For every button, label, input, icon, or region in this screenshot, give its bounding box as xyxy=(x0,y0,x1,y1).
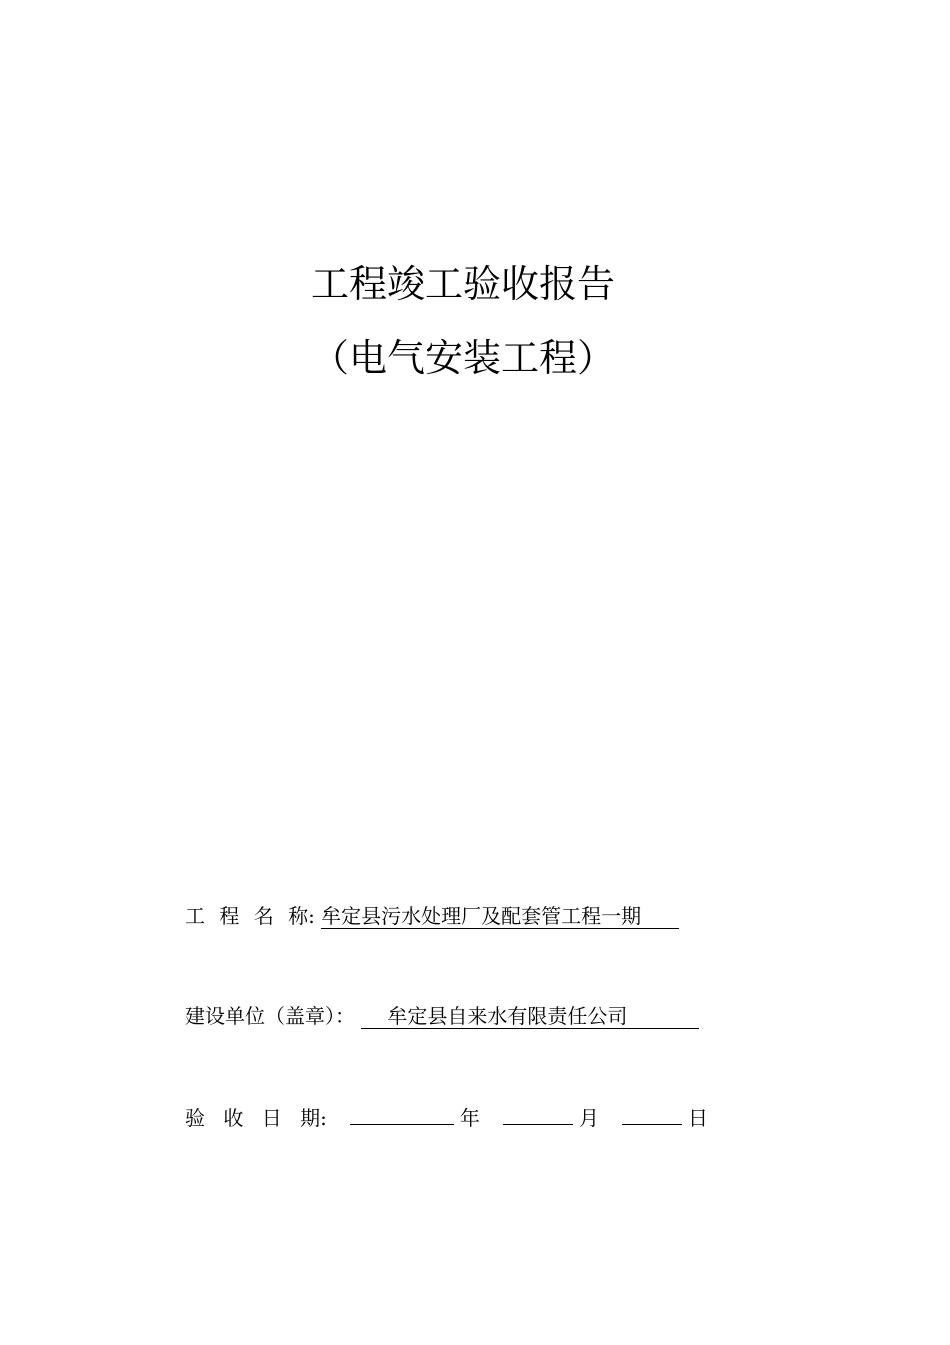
builder-row xyxy=(185,1003,699,1029)
month-blank xyxy=(503,1104,573,1125)
builder-label: 建设单位（盖章）： xyxy=(185,1004,355,1028)
day-blank xyxy=(622,1104,682,1125)
report-subtitle: （电气安装工程） xyxy=(310,336,615,380)
year-label: 年 xyxy=(459,1106,480,1130)
project-name-label: 工 程 名 称: xyxy=(185,904,315,928)
year-blank xyxy=(350,1104,454,1125)
month-label: 月 xyxy=(578,1106,599,1130)
builder-value: 牟定县自来水有限责任公司 xyxy=(361,1004,699,1029)
acceptance-date-row xyxy=(185,1104,708,1131)
date-label: 验 收 日 期: xyxy=(185,1106,327,1130)
project-name-value: 牟定县污水处理厂及配套管工程一期 xyxy=(321,904,679,929)
project-name-row xyxy=(185,903,679,929)
report-title: 工程竣工验收报告 xyxy=(310,262,615,306)
day-label: 日 xyxy=(688,1106,709,1130)
